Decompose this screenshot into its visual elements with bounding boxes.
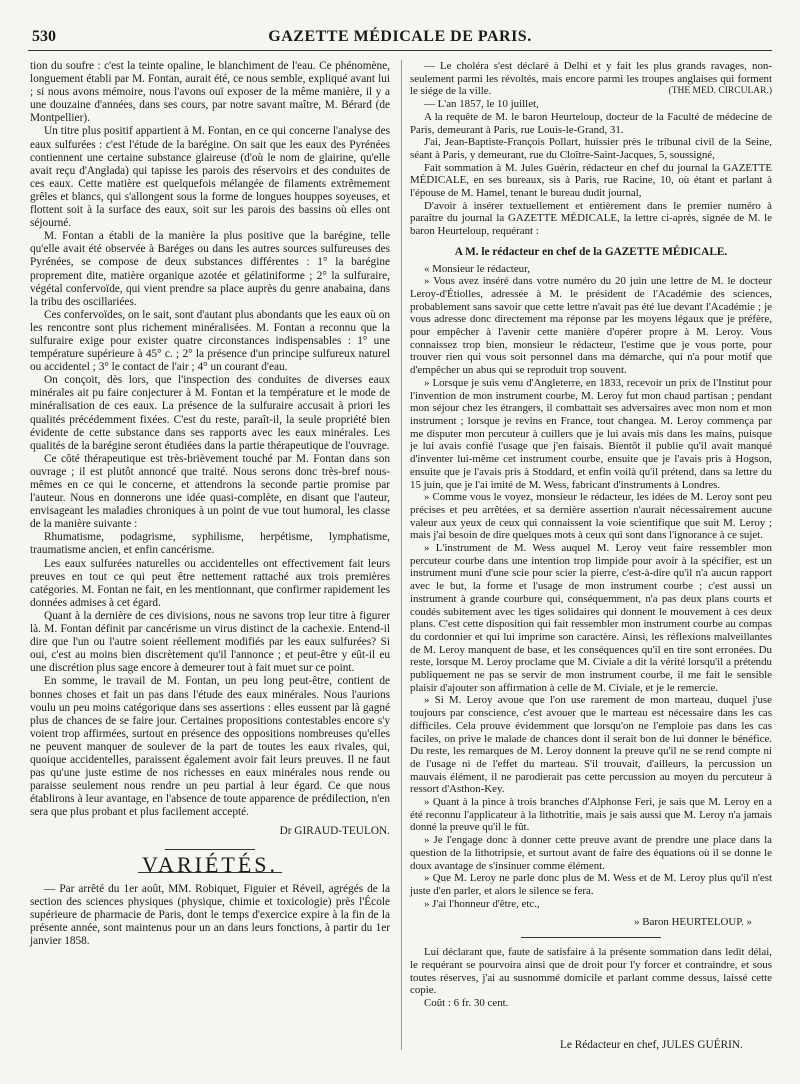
- letter-paragraph: » L'instrument de M. Wess auquel M. Leroy veut faire ressembler mon percuteur courbe dans une intention trop limpide pour avoir à la spécifier, est un instrument muni d'une scie pour scier la pierre, c'est-à-dire qu'il n'a aucun rapport avec le but, la forme et l'usage de mon instrument courbe ; c'est aussi un instrument à grande courbure qui, conséquemment, n'a pas deux plans courts et coudés subitement avec les tiges solidaires qui donnent le mouvement à ces deux plans. C'est cette disposition qui fait ressembler mon instrument courbe au compas du cordonnier et qui lui imprime son caractère. Ainsi, les réflexions malveillantes de M. Leroy manquent de base, et les conséquences qu'il en tire sont erronées. Du reste, lorsque M. Leroy proclame que M. Civiale a dit la vérité lorsqu'il a prétendu publiquement ne pas se servir de mon instrument courbe, il me fait le sensible plaisir d'ajouter son affirmation à celle de M. Civiale, et je le remercie.: [410, 542, 772, 694]
- letter-paragraph: » J'ai l'honneur d'être, etc.,: [424, 897, 540, 910]
- review-paragraph: Ce côté thérapeutique est très-brièvement touché par M. Fontan dans son ouvrage ; il est plutôt annoncé que traité. Nous serons donc très-bref nous-mêmes en ce qui le concerne, et attendrons la seconde partie promise par l'auteur. Nous en donnerons une idée quasi-complète, en disant que l'auteur, envisageant les maladies chroniques à un point de vue tout humoral, les classe de la manière suivante :: [30, 452, 390, 531]
- source-citation: (THE MED. CIRCULAR.): [668, 86, 772, 97]
- left-column: [30, 60, 390, 948]
- cholera-text: — Le choléra s'est déclaré à Delhi et y fait les plus grands ravages, non-seulement parmi les révoltés, mais encore parmi les troupes anglaises qui forment le siége de la ville.: [410, 60, 772, 98]
- review-paragraph: Quant à la dernière de ces divisions, nous ne savons trop leur titre à figurer là. M. Fontan définit par cancérisme un virus distinct de la cachexie. Entend-il dire que l'un ou l'autre soient réellement modifiés par les eaux sulfurées? Si oui, c'est au moins bien discrètement qu'il l'annonce ; et peut-être y eût-il eu une discrétion plus sage encore à demeurer tout à fait muet sur ce point.: [30, 609, 390, 675]
- right-column: [410, 60, 772, 1010]
- letter-paragraph: » Si M. Leroy avoue que l'on use rarement de mon marteau, duquel j'use toujours par conscience, c'est avouer que le marteau est nécessaire dans les cas difficiles. Cela prouve évidemment que lorsqu'on ne l'emploie pas dans les cas faciles, on prive le malade de chances dont il serait bon de lui donner le bénéfice. Du reste, les remarques de M. Leroy donnent la preuve qu'il ne se rend compte ni de l'usage ni de l'effet du marteau. S'il trouvait, d'ailleurs, la percussion un mauvais élément, il ne parodierait pas cette percussion au moyen du percuteur à ressort d'Asthon-Key.: [410, 694, 772, 796]
- letter-salutation: « Monsieur le rédacteur,: [424, 262, 531, 275]
- letter-heading: A M. le rédacteur en chef de la GAZETTE MÉDICALE.: [454, 245, 728, 258]
- cholera-paragraph: [410, 60, 772, 98]
- page-header: [28, 26, 772, 51]
- summons-paragraph: A la requête de M. le baron Heurteloup, docteur de la Faculté de médecine de Paris, demeurant à Paris, rue Louis-le-Grand, 31.: [410, 110, 772, 136]
- review-paragraph: Les eaux sulfurées naturelles ou accidentelles ont effectivement fait leurs preuves en tout ce qui peut être nettement rattaché aux trois premières catégories. M. Fontan ne fait, en les mentionnant, que confirmer rapidement les données admises à cet égard.: [30, 557, 390, 609]
- section-title-text: VARIÉTÉS.: [138, 858, 282, 873]
- summons-paragraph: J'ai, Jean-Baptiste-François Pollart, huissier près le tribunal civil de la Seine, séant à Paris, y demeurant, rue du Cloître-Saint-Jacques, 5, soussigné,: [410, 136, 772, 161]
- review-paragraph: On conçoit, dès lors, que l'inspection des conduites de diverses eaux minérales ait pu faire conjecturer à M. Fontan et la température et le mode de minéralisation de ces eaux. La présence de la sulfuraire accusait à priori les qualités précédemment fixées. C'est du reste, paraît-il, la seule propriété bien évidente de cette substance dans ses rapports avec les eaux minérales. Les qualités de la barégine seront étudiées dans la partie thérapeutique de l'ouvrage.: [30, 374, 390, 452]
- date-line: — L'an 1857, le 10 juillet,: [424, 98, 539, 111]
- letter-signature: » Baron HEURTELOUP. »: [634, 916, 752, 929]
- column-divider: [401, 60, 402, 1050]
- letter-paragraph: » Que M. Leroy ne parle donc plus de M. Wess et de M. Leroy plus qu'il n'est juste d'en parler, et alors le silence se fera.: [410, 872, 772, 897]
- closing-paragraph: Lui déclarant que, faute de satisfaire à la présente sommation dans ledit délai, le requérant se pourvoira ainsi que de droit pour l'y forcer et contraindre, et sous toutes réserves, j'ai au susnommé domicile et parlant comme dessus, laissé cette copie.: [410, 946, 772, 997]
- section-title: [30, 851, 390, 877]
- letter-paragraph: » Comme vous le voyez, monsieur le rédacteur, les idées de M. Leroy sont peu précises et peu arrêtées, et sa dernière assertion n'aurait nécessairement aucune valeur aux yeux de ceux qui connaissent la voie scientifique que suit M. Leroy ; mais j'ai besoin de dire quelques mots à ceux qui sont dans l'ignorance à ce sujet.: [410, 491, 772, 542]
- letter-paragraph: » Je l'engage donc à donner cette preuve avant de prendre une place dans la question de la lithotripsie, et surtout avant de faire des équations où il se donne le doux avantage de s'insinuer comme élément.: [410, 834, 772, 872]
- page-number: 530: [32, 28, 56, 45]
- review-paragraph: Un titre plus positif appartient à M. Fontan, en ce qui concerne l'analyse des eaux sulfurées : c'est l'étude de la barégine. On sait que les eaux des Pyrénées contiennent une certaine substance glaireuse (d'où le nom de glairine, qu'elle avait reçu d'Anglada) qui tapisse les parois des réservoirs et des conduites de ces eaux. Cette matière est quelquefois mélangée de filaments extrêmement grêles et blancs, qui s'allongent sous la forme de longues houppes soyeuses, et flottent soit à la surface des eaux, soit sur les parois des bassins où elles ont séjourné.: [30, 125, 390, 230]
- review-paragraph: Ces confervoïdes, on le sait, sont d'autant plus abondants que les eaux où on les rencontre sont plus richement minéralisées. M. Fontan a reconnu que la sulfuraire exige pour exister quatre circonstances indispensables : 1° une température supérieure à 45° c. ; 2° la présence d'un principe sulfureux naturel ou accidentel ; 3° le contact de l'air ; 4° un courant d'eau.: [30, 308, 390, 374]
- cost-line: Coût : 6 fr. 30 cent.: [424, 996, 509, 1009]
- varietes-paragraph: — Par arrêté du 1er août, MM. Robiquet, Figuier et Réveil, agrégés de la section des sciences physiques (physique, chimie et toxicologie) près l'École supérieure de pharmacie de Paris, dont le temps d'exercice expire à la fin de la présente année, sont maintenus pour un an dans leurs fonctions, à partir du 1er janvier 1858.: [30, 882, 390, 947]
- journal-title: GAZETTE MÉDICALE DE PARIS.: [268, 28, 532, 45]
- letter-paragraph: » Vous avez inséré dans votre numéro du 20 juin une lettre de M. le docteur Leroy-d'Étiolles, adressée à M. le président de l'Académie des sciences, probablement sans savoir que cette lettre n'avait pas été lue devant l'Académie ; je vous adresse donc directement ma réponse par les moyens légaux que je préfère, pour empêcher à l'avenir cette manière d'opérer propre à M. Leroy. Vous connaissez trop bien, monsieur le rédacteur, l'estime que je vous porte, pour trouver rien qui vous soit personnel dans ma démarche, qui n'a pour motif que d'empêcher un abus qui se reproduit trop souvent.: [410, 275, 772, 377]
- letter-paragraph: » Quant à la pince à trois branches d'Alphonse Feri, je sais que M. Leroy en a été reconnu l'applicateur à la lithotritie, mais je sais aussi que M. Leroy n'a jamais donné la preuve qu'il le fût.: [410, 796, 772, 834]
- summons-paragraph: Fait sommation à M. Jules Guérin, rédacteur en chef du journal la GAZETTE MÉDICALE, en ses bureaux, sis à Paris, rue Racine, 10, où étant et parlant à l'épouse de M. Hamel, tenant le bureau dudit journal,: [410, 161, 772, 200]
- review-paragraph: tion du soufre : c'est la teinte opaline, le blanchiment de l'eau. Ce phénomène, longuement établi par M. Fontan, aurait été, ce nous semble, expliqué avant lui ; si nous avons mémoire, nous l'avons ouï exposer de la même manière, il y a une douzaine d'années, dans ses cours, par notre savant maître, M. Bérard (de Montpellier).: [30, 60, 390, 125]
- review-paragraph: M. Fontan a établi de la manière la plus positive que la barégine, telle qu'elle avait été observée à Baréges ou dans les autres sources sulfureuses des Pyrénées, se compose de deux substances différentes : 1° la barégine proprement dite, matière organique azotée et gélatiniforme ; 2° la sulfuraire, végétal confervoïde, qui vient prendre sa place auprès du genre anabaina, dans la tribu des oscillariées.: [30, 230, 390, 308]
- summons-paragraph: D'avoir à insérer textuellement et entièrement dans le premier numéro à paraître du journal la GAZETTE MÉDICALE, la lettre ci-après, signée de M. le baron Heurteloup, requérant :: [410, 199, 772, 238]
- letter-paragraph: » Lorsque je suis venu d'Angleterre, en 1833, recevoir un prix de l'Institut pour l'invention de mon instrument courbe, M. Leroy fut mon chaud partisan ; pendant mon séjour chez les étrangers, il combattait ses adversaires avec mon nom et mon instrument ; lorsque je revins en France, tout changea. M. Leroy commença par me disputer mon percuteur à cuillers que je lui avais mis dans les mains, puisque je lui avais confié l'usage que j'en faisais. Bientôt il publie qu'il avait manqué d'inventer lui-même cet instrument courbe, ensuite que je l'avais pris à Hogson, ensuite que je l'avais pris à Stoddard, et enfin voilà qu'il prétend, dans sa lettre du 15 juin, que je l'ai imité de M. Wess, fabricant d'instruments à Londres.: [410, 376, 772, 491]
- review-paragraph: En somme, le travail de M. Fontan, un peu long peut-être, contient de bonnes choses et fait un pas dans l'étude des eaux minérales. Nous l'aurions voulu un peu moins catégorique dans ses assertions : elles eussent par là gagné plus de chances de se faire jour. Certaines propositions contestables encore s'y voient trop affirmées, surtout en présence des oppositions nombreuses qu'elles ne peuvent manquer de soulever de la part de toutes les eaux rivales, qui, quoique accidentelles, paraissent également avoir fait leurs preuves. Il ne faut pas qu'une juste estime de nos richesses en eaux minérales nous rende ou paraisse seulement nous rendre un peu partial à leur égard. Ce que nous établirons à leur avantage, en l'absence de toute apparence de prédilection, n'en sera que plus probant et plus facilement accepté.: [30, 675, 390, 819]
- section-rule: [165, 849, 255, 850]
- review-paragraph: Rhumatisme, podagrisme, syphilisme, herpétisme, lymphatisme, traumatisme ancien, et enfin cancérisme.: [30, 531, 390, 557]
- section-rule: [521, 937, 661, 938]
- author-signature: Dr GIRAUD-TEULON.: [279, 825, 390, 838]
- editor-signature: Le Rédacteur en chef, JULES GUÉRIN.: [560, 1039, 743, 1051]
